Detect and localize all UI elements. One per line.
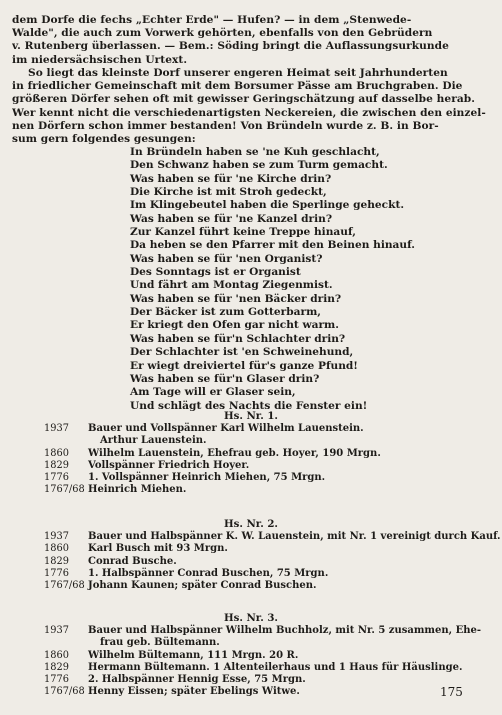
text-line: sum gern folgendes gesungen:: [12, 133, 196, 146]
register-year: 1829: [44, 661, 69, 673]
register-year: 1776: [44, 472, 69, 484]
register-text: 1. Vollspänner Heinrich Miehen, 75 Mrgn.: [88, 472, 326, 484]
main-paragraph: [12, 67, 486, 146]
poem-line: Was haben se für 'ne Kirche drin?: [130, 172, 332, 185]
register-text: Arthur Lauenstein.: [100, 435, 207, 447]
register-text: Johann Kaunen; später Conrad Buschen.: [88, 580, 317, 592]
poem-line: In Bründeln haben se 'ne Kuh geschlacht,: [130, 146, 380, 158]
house-entries: [0, 531, 502, 592]
register-year: 1860: [44, 447, 69, 459]
register-year: 1937: [44, 625, 69, 636]
register-row: [0, 625, 502, 637]
house-heading: Hs. Nr. 1.: [224, 410, 278, 422]
register-year: 1776: [44, 567, 69, 579]
text-line: Walde", die auch zum Vorwerk gehörten, ebenfalls von den Gebrüdern: [12, 27, 433, 40]
register-text: Bauer und Halbspänner K. W. Lauenstein, mit Nr. 1 vereinigt durch Kauf.: [88, 531, 501, 542]
poem-line: Der Schlachter ist 'en Schweinehund,: [130, 346, 354, 359]
register-year: 1767/68: [44, 580, 85, 592]
register-text: 1. Halbspänner Conrad Buschen, 75 Mrgn.: [88, 567, 329, 579]
poem-line: Zur Kanzel führt keine Treppe hinauf,: [130, 226, 356, 239]
register-text: Bauer und Halbspänner Wilhelm Buchholz, mit Nr. 5 zusammen, Ehe-: [88, 625, 482, 636]
text-line: So liegt das kleinste Dorf unserer engeren Heimat seit Jahrhunderten: [28, 67, 448, 79]
register-row: [0, 472, 502, 484]
poem-line: Der Bäcker ist zum Gotterbarm,: [130, 306, 321, 319]
register-text: frau geb. Bültemann.: [100, 637, 220, 649]
register-year: 1937: [44, 531, 69, 542]
register-text: Hermann Bültemann. 1 Altenteilerhaus und 1 Haus für Häuslinge.: [88, 661, 463, 673]
register-row: [0, 637, 502, 649]
house-entries: [0, 423, 502, 497]
text-line: Wer kennt nicht die verschiedenartigsten Neckereien, die zwischen den einzel-: [12, 106, 486, 119]
poem-line: Da heben se den Pfarrer mit den Beinen hinauf.: [130, 239, 415, 252]
register-text: Wilhelm Lauenstein, Ehefrau geb. Hoyer, 190 Mrgn.: [88, 447, 381, 459]
register-text: Vollspänner Friedrich Hoyer.: [88, 459, 250, 471]
register-row: [0, 448, 502, 460]
register-text: Wilhelm Bültemann, 111 Mrgn. 20 R.: [88, 649, 299, 661]
text-line: nen Dörfern schon immer bestanden! Von Bründeln wurde z. B. in Bor-: [12, 119, 439, 132]
register-text: 2. Halbspänner Hennig Esse, 75 Mrgn.: [88, 674, 306, 686]
register-row: [0, 686, 502, 698]
register-row: [0, 531, 502, 543]
register-row: [0, 435, 502, 447]
poem-line: Was haben se für'n Glaser drin?: [130, 372, 320, 385]
house-heading: Hs. Nr. 2.: [224, 518, 278, 530]
poem-line: Er kriegt den Ofen gar nicht warm.: [130, 319, 339, 332]
register-text: Bauer und Vollspänner Karl Wilhelm Lauenstein.: [88, 423, 364, 434]
text-line: dem Dorfe die fechs „Echter Erde" — Hufen? — in dem „Stenwede-: [12, 14, 412, 26]
poem-line: Was haben se für 'nen Organist?: [130, 252, 323, 265]
register-row: [0, 674, 502, 686]
poem-line: Was haben se für'n Schlachter drin?: [130, 332, 346, 345]
register-text: Karl Busch mit 93 Mrgn.: [88, 543, 228, 555]
poem-line: Den Schwanz haben se zum Turm gemacht.: [130, 159, 388, 172]
register-year: 1829: [44, 555, 69, 567]
poem-line: Die Kirche ist mit Stroh gedeckt,: [130, 186, 327, 199]
register-year: 1776: [44, 674, 69, 686]
register-row: [0, 543, 502, 555]
text-line: in friedlicher Gemeinschaft mit dem Borsumer Pässe am Bruchgraben. Die: [12, 80, 463, 93]
register-row: [0, 580, 502, 592]
poem-line: Und schlägt des Nachts die Fenster ein!: [130, 399, 368, 412]
poem-line: Er wiegt dreiviertel für's ganze Pfund!: [130, 359, 358, 372]
register-row: [0, 662, 502, 674]
register-year: 1937: [44, 423, 69, 434]
poem-line: Was haben se für 'nen Bäcker drin?: [130, 292, 342, 305]
intro-paragraph: [12, 14, 486, 67]
register-text: Heinrich Miehen.: [88, 484, 187, 496]
poem-line: Im Klingebeutel haben die Sperlinge geheckt.: [130, 199, 405, 212]
register-year: 1767/68: [44, 484, 85, 496]
text-line: im niedersächsischen Urtext.: [12, 53, 188, 66]
poem-line: Am Tage will er Glaser sein,: [130, 386, 296, 399]
register-year: 1829: [44, 459, 69, 471]
register-row: [0, 460, 502, 472]
register-row: [0, 568, 502, 580]
register-year: 1860: [44, 543, 69, 555]
text-line: größeren Dörfer sehen oft mit gewisser Geringschätzung auf dasselbe herab.: [12, 93, 475, 106]
poem-line: Was haben se für 'ne Kanzel drin?: [130, 212, 333, 225]
folk-song-poem: [130, 146, 490, 413]
register-year: 1767/68: [44, 686, 85, 698]
house-heading: Hs. Nr. 3.: [224, 612, 278, 624]
house-entries: [0, 625, 502, 699]
register-text: Henny Eissen; später Ebelings Witwe.: [88, 686, 300, 698]
register-text: Conrad Busche.: [88, 555, 177, 567]
register-row: [0, 650, 502, 662]
poem-line: Des Sonntags ist er Organist: [130, 266, 301, 279]
poem-line: Und fährt am Montag Ziegenmist.: [130, 279, 333, 292]
register-row: [0, 423, 502, 435]
register-row: [0, 484, 502, 496]
register-row: [0, 556, 502, 568]
page-number: 175: [440, 685, 463, 699]
register-year: 1860: [44, 649, 69, 661]
text-line: v. Rutenberg überlassen. — Bem.: Söding bringt die Auflassungsurkunde: [12, 40, 449, 53]
